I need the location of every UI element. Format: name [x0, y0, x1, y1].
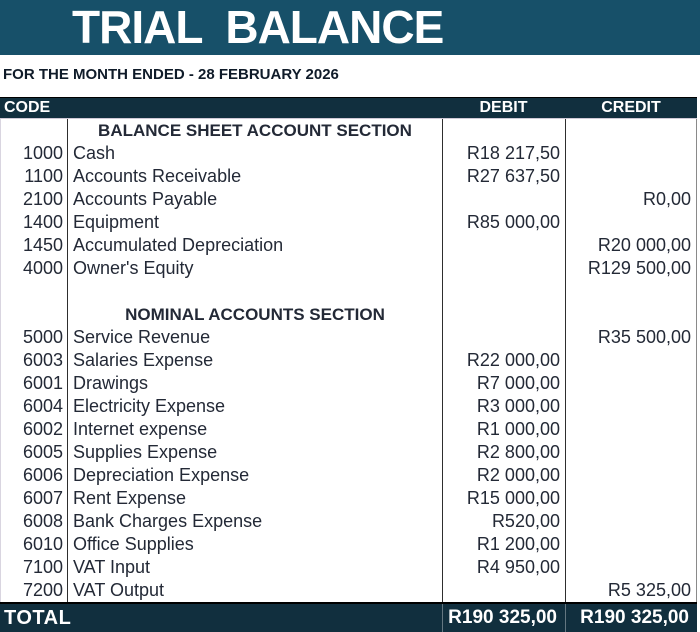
account-name: Equipment: [67, 211, 442, 234]
debit-value: [442, 303, 565, 326]
account-code: 7100: [0, 556, 67, 579]
account-code: 6001: [0, 372, 67, 395]
debit-value: R520,00: [442, 510, 565, 533]
account-name: Internet expense: [67, 418, 442, 441]
debit-value: R27 637,50: [442, 165, 565, 188]
table-body: [0, 119, 697, 602]
table-row: [0, 556, 697, 579]
account-name: Accumulated Depreciation: [67, 234, 442, 257]
account-code: 7200: [0, 579, 67, 602]
debit-value: [442, 257, 565, 280]
credit-value: [565, 487, 697, 510]
credit-value: [565, 533, 697, 556]
account-code: 6004: [0, 395, 67, 418]
column-header-credit: CREDIT: [601, 99, 661, 116]
credit-value: [565, 464, 697, 487]
credit-value: [565, 119, 697, 142]
table-header-row: [0, 97, 697, 119]
debit-value: R1 000,00: [442, 418, 565, 441]
account-name: Drawings: [67, 372, 442, 395]
account-code: 5000: [0, 326, 67, 349]
table-row: [0, 579, 697, 602]
total-label: TOTAL: [4, 606, 72, 629]
account-code: 6008: [0, 510, 67, 533]
credit-value: [565, 510, 697, 533]
credit-value: [565, 280, 697, 303]
table-row: [0, 349, 697, 372]
account-code: 1450: [0, 234, 67, 257]
debit-value: [442, 579, 565, 602]
debit-value: R18 217,50: [442, 142, 565, 165]
account-code: 4000: [0, 257, 67, 280]
debit-value: R1 200,00: [442, 533, 565, 556]
debit-value: [442, 234, 565, 257]
account-code: 1400: [0, 211, 67, 234]
table-row: [0, 464, 697, 487]
table-row: [0, 188, 697, 211]
account-name: Owner's Equity: [67, 257, 442, 280]
page-title: TRIAL BALANCE: [72, 1, 444, 53]
debit-value: R2 000,00: [442, 464, 565, 487]
credit-value: [565, 165, 697, 188]
debit-value: R7 000,00: [442, 372, 565, 395]
account-code: 6006: [0, 464, 67, 487]
account-code: 6010: [0, 533, 67, 556]
account-code: 6002: [0, 418, 67, 441]
table-row: [0, 372, 697, 395]
account-name: VAT Output: [67, 579, 442, 602]
table-row: [0, 510, 697, 533]
debit-value: R3 000,00: [442, 395, 565, 418]
credit-value: [565, 395, 697, 418]
debit-value: [442, 280, 565, 303]
account-code: [0, 280, 67, 303]
total-row: [0, 602, 697, 632]
debit-value: [442, 326, 565, 349]
credit-value: [565, 303, 697, 326]
debit-value: [442, 188, 565, 211]
total-credit-value: R190 325,00: [565, 604, 697, 632]
debit-value: R2 800,00: [442, 441, 565, 464]
section-row: [0, 303, 697, 326]
blank-row: [0, 280, 697, 303]
table-row: [0, 142, 697, 165]
debit-value: R15 000,00: [442, 487, 565, 510]
credit-value: [565, 211, 697, 234]
table-row: [0, 234, 697, 257]
debit-value: R85 000,00: [442, 211, 565, 234]
section-title: BALANCE SHEET ACCOUNT SECTION: [67, 119, 442, 142]
credit-value: [565, 556, 697, 579]
section-row: [0, 119, 697, 142]
table-row: [0, 257, 697, 280]
table-row: [0, 326, 697, 349]
account-name: Accounts Payable: [67, 188, 442, 211]
account-name: Supplies Expense: [67, 441, 442, 464]
credit-value: R35 500,00: [565, 326, 697, 349]
account-name: Accounts Receivable: [67, 165, 442, 188]
account-name: [67, 280, 442, 303]
credit-value: [565, 441, 697, 464]
credit-value: [565, 349, 697, 372]
account-code: [0, 303, 67, 326]
credit-value: [565, 142, 697, 165]
credit-value: R0,00: [565, 188, 697, 211]
account-name: Depreciation Expense: [67, 464, 442, 487]
account-name: Office Supplies: [67, 533, 442, 556]
account-code: [0, 119, 67, 142]
credit-value: [565, 372, 697, 395]
report-period-subtitle: FOR THE MONTH ENDED - 28 FEBRUARY 2026: [3, 66, 339, 83]
account-code: 6003: [0, 349, 67, 372]
account-name: Salaries Expense: [67, 349, 442, 372]
column-header-code: CODE: [4, 99, 51, 116]
account-name: Rent Expense: [67, 487, 442, 510]
credit-value: R5 325,00: [565, 579, 697, 602]
title-band: [0, 0, 700, 55]
table-row: [0, 211, 697, 234]
account-code: 6005: [0, 441, 67, 464]
table-row: [0, 418, 697, 441]
account-code: 1100: [0, 165, 67, 188]
account-name: Cash: [67, 142, 442, 165]
section-title: NOMINAL ACCOUNTS SECTION: [67, 303, 442, 326]
debit-value: R4 950,00: [442, 556, 565, 579]
account-name: VAT Input: [67, 556, 442, 579]
account-name: Bank Charges Expense: [67, 510, 442, 533]
debit-value: R22 000,00: [442, 349, 565, 372]
account-name: Service Revenue: [67, 326, 442, 349]
debit-value: [442, 119, 565, 142]
table-row: [0, 441, 697, 464]
credit-value: [565, 418, 697, 441]
account-code: 1000: [0, 142, 67, 165]
credit-value: R129 500,00: [565, 257, 697, 280]
table-row: [0, 533, 697, 556]
column-header-debit: DEBIT: [479, 99, 528, 116]
table-row: [0, 487, 697, 510]
account-name: Electricity Expense: [67, 395, 442, 418]
total-debit-value: R190 325,00: [442, 604, 565, 632]
credit-value: R20 000,00: [565, 234, 697, 257]
table-row: [0, 165, 697, 188]
table-row: [0, 395, 697, 418]
account-code: 2100: [0, 188, 67, 211]
account-code: 6007: [0, 487, 67, 510]
